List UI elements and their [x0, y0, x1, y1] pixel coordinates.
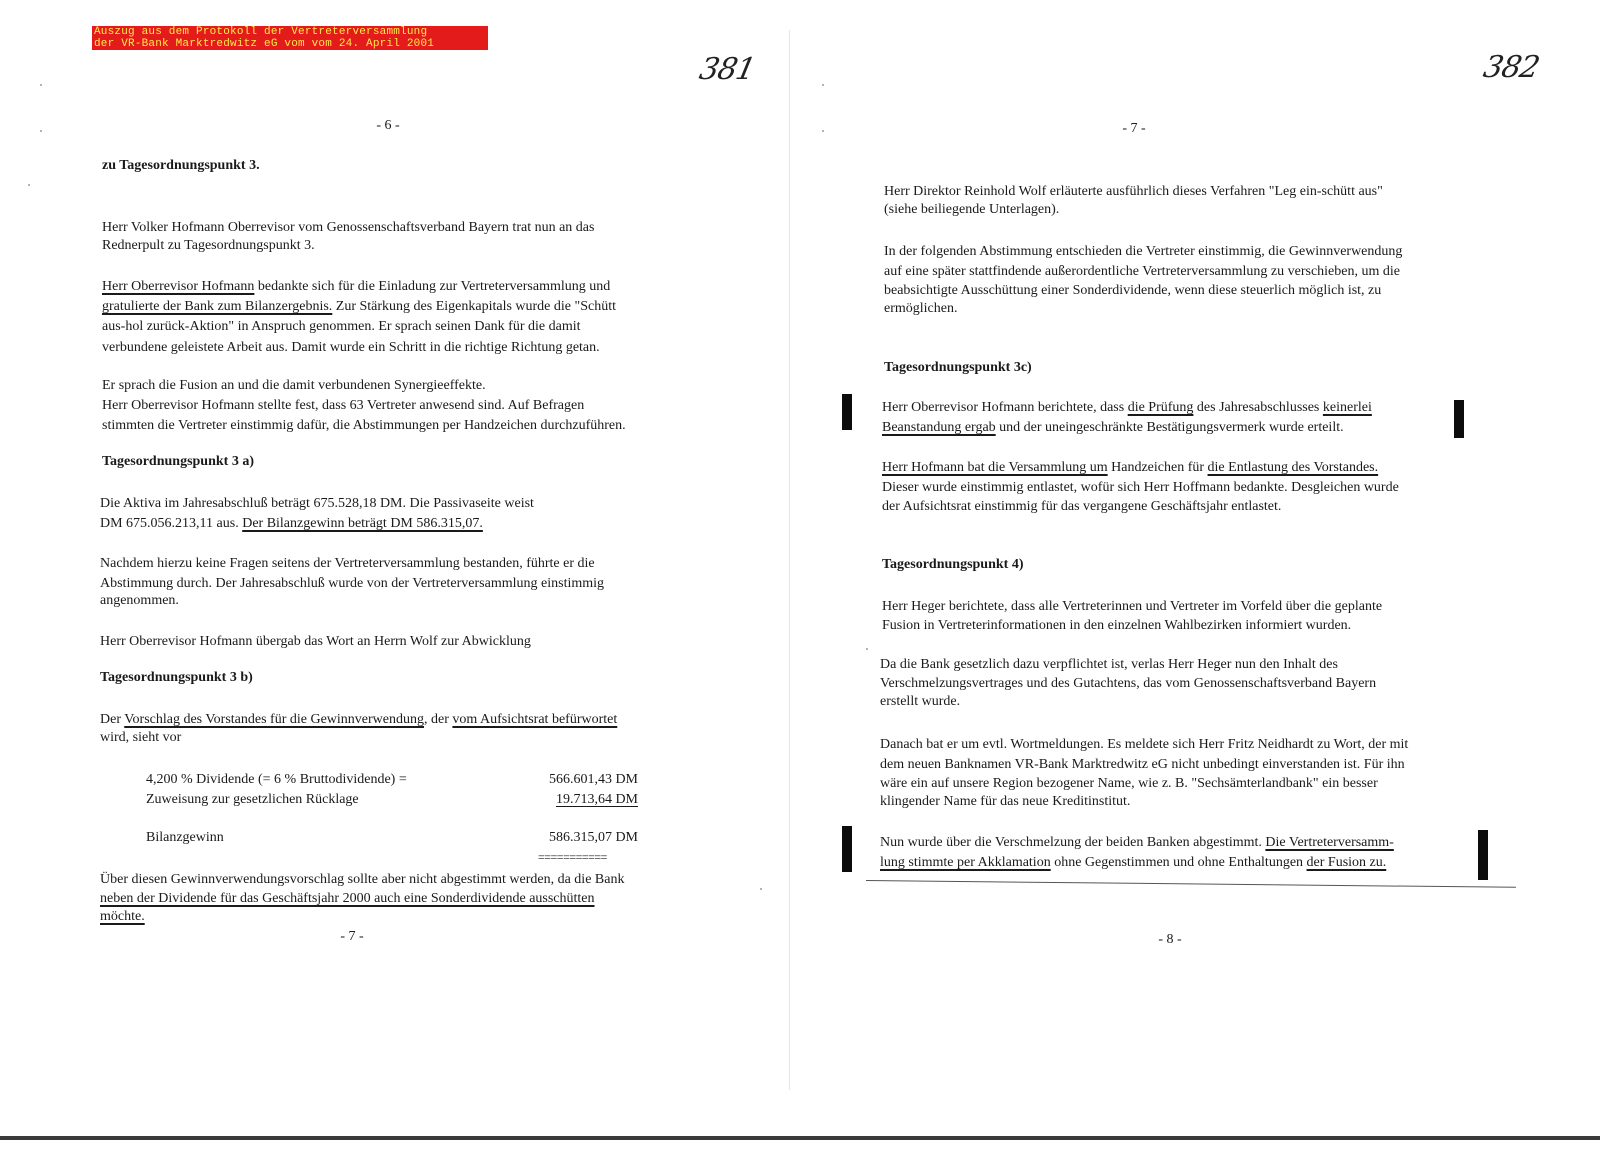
- page-number: - 7 -: [340, 929, 364, 944]
- allocation-label: Bilanzgewinn: [146, 830, 224, 845]
- underlined-phrase: die Prüfung: [1127, 400, 1194, 415]
- text-line: Herr Heger berichtete, dass alle Vertreterinnen und Vertreter im Vorfeld über die geplante: [882, 599, 1383, 614]
- underlined-phrase: möchte.: [100, 909, 145, 924]
- document-banner: [92, 26, 488, 50]
- handwritten-page-number: 382: [1480, 50, 1542, 85]
- text-line: beabsichtigte Ausschüttung einer Sonderdividende, wenn diese steuerlich möglich ist, zu: [884, 283, 1382, 298]
- agenda-heading: Tagesordnungspunkt 3 b): [100, 670, 253, 685]
- scan-speck: [40, 84, 42, 86]
- underlined-phrase: die Entlastung des Vorstandes.: [1207, 460, 1379, 475]
- text-line: Die Aktiva im Jahresabschluß beträgt 675.528,18 DM. Die Passivaseite weist: [100, 496, 534, 511]
- underlined-phrase: neben der Dividende für das Geschäftsjahr 2000 auch eine Sonderdividende ausschütten: [100, 891, 595, 906]
- text-line: Rednerpult zu Tagesordnungspunkt 3.: [102, 238, 315, 253]
- underlined-phrase: Beanstandung ergab: [882, 420, 996, 435]
- page-number: - 8 -: [1158, 932, 1182, 947]
- margin-marker: [842, 826, 852, 872]
- handwritten-page-number: 381: [696, 52, 758, 87]
- text-line: dem neuen Banknamen VR-Bank Marktredwitz eG nicht unbedingt einverstanden ist. Für ihn: [880, 757, 1405, 772]
- allocation-value: 586.315,07 DM: [548, 830, 638, 845]
- scan-edge: [0, 1136, 1600, 1140]
- text-line: [882, 398, 1372, 417]
- margin-marker: [1478, 830, 1488, 880]
- text-line: Dieser wurde einstimmig entlastet, wofür sich Herr Hoffmann bedankte. Desgleichen wurde: [882, 480, 1399, 495]
- text-line: erstellt wurde.: [880, 694, 961, 709]
- text-span: ohne Gegenstimmen und ohne Enthaltungen: [1050, 855, 1307, 870]
- text-line: [882, 418, 1344, 437]
- agenda-heading: zu Tagesordnungspunkt 3.: [102, 158, 260, 173]
- double-rule: ===========: [538, 850, 607, 864]
- text-span: Der: [100, 712, 125, 727]
- underlined-phrase: Der Bilanzgewinn beträgt DM 586.315,07.: [242, 516, 483, 531]
- text-span: , der: [424, 712, 453, 727]
- scan-line: [866, 880, 1516, 888]
- page-number: - 7 -: [1122, 121, 1146, 136]
- text-line: angenommen.: [100, 593, 179, 608]
- text-line: Abstimmung durch. Der Jahresabschluß wurde von der Vertreterversammlung einstimmig: [100, 576, 605, 591]
- allocation-label: Zuweisung zur gesetzlichen Rücklage: [146, 792, 359, 807]
- text-span: Handzeichen für: [1107, 460, 1208, 475]
- text-line: Herr Volker Hofmann Oberrevisor vom Genossenschaftsverband Bayern trat nun an das: [102, 220, 595, 235]
- text-line: auf eine später stattfindende außerordentliche Vertreterversammlung zu verschieben, um die: [884, 264, 1400, 279]
- text-line: (siehe beiliegende Unterlagen).: [884, 202, 1060, 217]
- allocation-row: [146, 790, 638, 809]
- text-line: Über diesen Gewinnverwendungsvorschlag sollte aber nicht abgestimmt werden, da die Bank: [100, 872, 625, 887]
- underlined-phrase: der Fusion zu.: [1306, 855, 1387, 870]
- scan-speck: [822, 84, 824, 86]
- text-line: [100, 889, 595, 908]
- text-line: Verschmelzungsvertrages und des Gutachtens, das vom Genossenschaftsverband Bayern: [880, 676, 1377, 691]
- text-line: klingender Name für das neue Kreditinstitut.: [880, 794, 1131, 809]
- text-line: stimmten die Vertreter einstimmig dafür, die Abstimmungen per Handzeichen durchzuführen.: [102, 418, 626, 433]
- text-line: [100, 710, 617, 729]
- underlined-phrase: Herr Hofmann bat die Versammlung um: [882, 460, 1108, 475]
- text-line: Nachdem hierzu keine Fragen seitens der Vertreterversammlung bestanden, führte er die: [100, 556, 595, 571]
- text-line: [100, 907, 145, 926]
- margin-marker: [1454, 400, 1464, 438]
- text-line: Herr Oberrevisor Hofmann übergab das Wort an Herrn Wolf zur Abwicklung: [100, 634, 531, 649]
- text-line: Herr Direktor Reinhold Wolf erläuterte ausführlich dieses Verfahren "Leg ein-schütt aus": [884, 184, 1383, 199]
- underlined-phrase: vom Aufsichtsrat befürwortet: [452, 712, 618, 727]
- text-line: [882, 458, 1378, 477]
- margin-marker: [842, 394, 852, 430]
- text-line: ermöglichen.: [884, 301, 958, 316]
- text-line: [102, 297, 616, 316]
- allocation-value: 566.601,43 DM: [548, 772, 638, 787]
- scan-speck: [40, 130, 42, 132]
- text-line: Herr Oberrevisor Hofmann stellte fest, dass 63 Vertreter anwesend sind. Auf Befragen: [102, 398, 585, 413]
- text-line: [880, 833, 1394, 852]
- text-line: Danach bat er um evtl. Wortmeldungen. Es meldete sich Herr Fritz Neidhardt zu Wort, der mit: [880, 737, 1409, 752]
- text-span: Zur Stärkung des Eigenkapitals wurde die "Schütt: [332, 299, 616, 314]
- page-number: - 6 -: [376, 118, 400, 133]
- underlined-phrase: Herr Oberrevisor Hofmann: [102, 279, 255, 294]
- text-span: des Jahresabschlusses: [1193, 400, 1323, 415]
- underlined-phrase: keinerlei: [1322, 400, 1372, 415]
- banner-line: der VR-Bank Marktredwitz eG vom vom 24. April 2001: [94, 38, 435, 50]
- text-line: [102, 277, 610, 296]
- scan-speck: [28, 184, 30, 186]
- scan-speck: [822, 130, 824, 132]
- underlined-phrase: Vorschlag des Vorstandes für die Gewinnverwendung: [124, 712, 425, 727]
- agenda-heading: Tagesordnungspunkt 4): [882, 557, 1024, 572]
- text-line: wäre ein auf unsere Region bezogener Name, wie z. B. "Sechsämterlandbank" ein besser: [880, 776, 1378, 791]
- text-span: Herr Oberrevisor Hofmann berichtete, dass: [882, 400, 1128, 415]
- underlined-phrase: Die Vertreterversamm-: [1265, 835, 1394, 850]
- text-line: Er sprach die Fusion an und die damit verbundenen Synergieeffekte.: [102, 378, 486, 393]
- allocation-label: 4,200 % Dividende (= 6 % Bruttodividende) =: [146, 772, 407, 787]
- text-line: [880, 853, 1386, 872]
- text-line: der Aufsichtsrat einstimmig für das vergangene Geschäftsjahr entlastet.: [882, 499, 1282, 514]
- text-line: In der folgenden Abstimmung entschieden die Vertreter einstimmig, die Gewinnverwendung: [884, 244, 1403, 259]
- text-span: DM 675.056.213,11 aus.: [100, 516, 243, 531]
- scan-speck: [866, 648, 868, 650]
- underlined-phrase: lung stimmte per Akklamation: [880, 855, 1051, 870]
- text-line: aus-hol zurück-Aktion" in Anspruch genommen. Er sprach seinen Dank für die damit: [102, 319, 581, 334]
- scan-speck: [760, 888, 762, 890]
- allocation-row: [146, 770, 638, 789]
- underlined-phrase: gratulierte der Bank zum Bilanzergebnis.: [102, 299, 333, 314]
- text-line: Fusion in Vertreterinformationen in den einzelnen Wahlbezirken informiert wurden.: [882, 618, 1352, 633]
- text-line: verbundene geleistete Arbeit aus. Damit wurde ein Schritt in die richtige Richtung getan.: [102, 340, 600, 355]
- banner-line: Auszug aus dem Protokoll der Vertreterversammlung: [94, 26, 428, 38]
- allocation-row: [146, 828, 638, 847]
- text-line: wird, sieht vor: [100, 730, 182, 745]
- text-span: und der uneingeschränkte Bestätigungsvermerk wurde erteilt.: [995, 420, 1344, 435]
- page-fold: [789, 30, 790, 1090]
- agenda-heading: Tagesordnungspunkt 3 a): [102, 454, 254, 469]
- text-span: bedankte sich für die Einladung zur Vertreterversammlung und: [254, 279, 611, 294]
- allocation-value: 19.713,64 DM: [555, 792, 638, 807]
- text-span: Nun wurde über die Verschmelzung der beiden Banken abgestimmt.: [880, 835, 1266, 850]
- text-line: [100, 514, 483, 533]
- text-line: Da die Bank gesetzlich dazu verpflichtet ist, verlas Herr Heger nun den Inhalt des: [880, 657, 1338, 672]
- agenda-heading: Tagesordnungspunkt 3c): [884, 360, 1032, 375]
